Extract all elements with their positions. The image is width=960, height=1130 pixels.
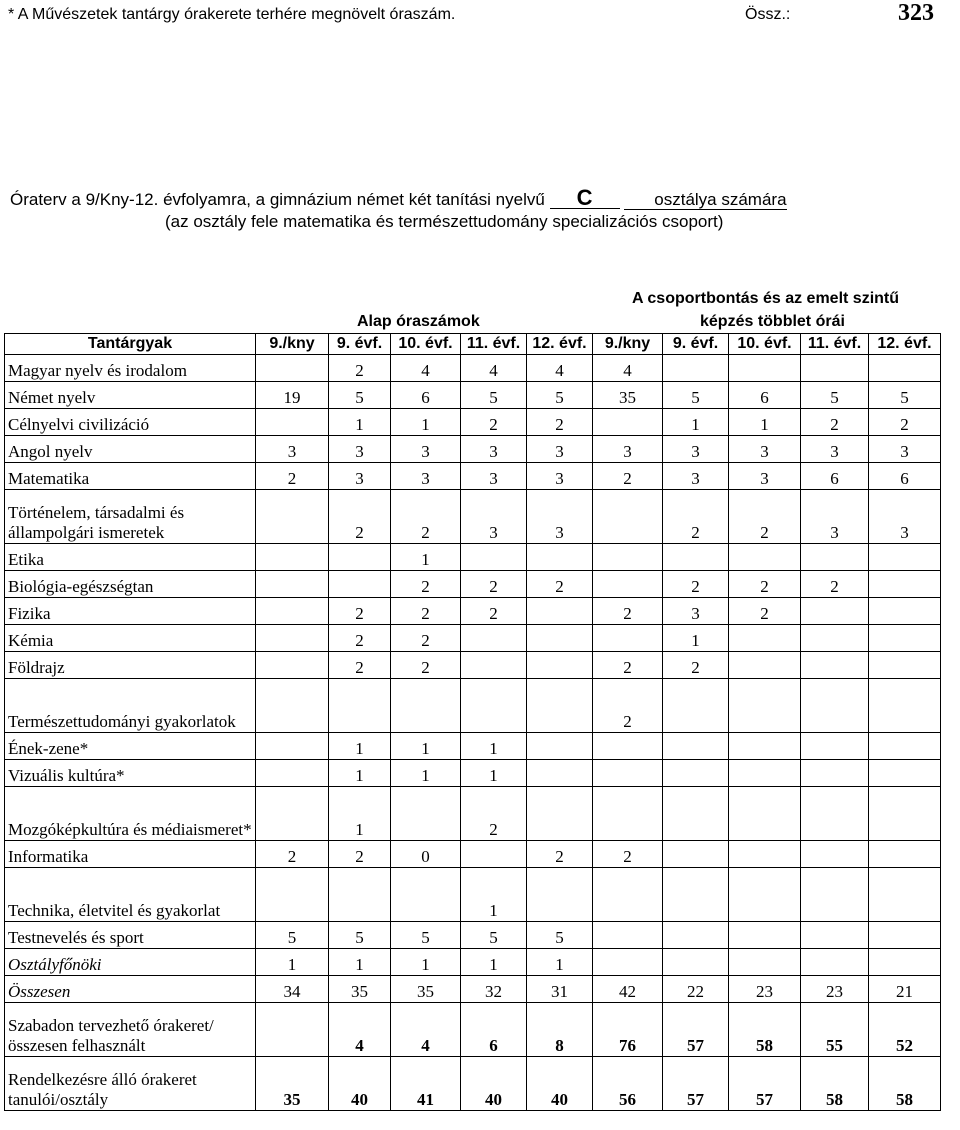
value-cell — [256, 787, 329, 841]
value-cell: 2 — [461, 571, 527, 598]
value-cell: 23 — [801, 976, 869, 1003]
subject-cell: Természettudományi gyakorlatok — [5, 679, 256, 733]
header-cell: 12. évf. — [527, 334, 593, 355]
value-cell — [527, 544, 593, 571]
value-cell: 5 — [329, 922, 391, 949]
value-cell — [461, 625, 527, 652]
table-row — [5, 409, 941, 436]
value-cell — [461, 544, 527, 571]
value-cell: 1 — [391, 949, 461, 976]
value-cell — [256, 760, 329, 787]
subject-cell: Angol nyelv — [5, 436, 256, 463]
value-cell — [869, 544, 941, 571]
value-cell — [801, 544, 869, 571]
subject-cell: Összesen — [5, 976, 256, 1003]
value-cell — [801, 787, 869, 841]
title-text: Óraterv a 9/Kny-12. évfolyamra, a gimnázium német két tanítási nyelvű — [10, 190, 545, 209]
value-cell: 1 — [461, 949, 527, 976]
value-cell — [527, 868, 593, 922]
value-cell — [663, 544, 729, 571]
value-cell — [527, 652, 593, 679]
value-cell: 2 — [329, 625, 391, 652]
value-cell — [527, 679, 593, 733]
value-cell: 4 — [391, 355, 461, 382]
value-cell — [527, 598, 593, 625]
subject-cell: Vizuális kultúra* — [5, 760, 256, 787]
table-row — [5, 1057, 941, 1111]
value-cell: 2 — [593, 598, 663, 625]
value-cell: 34 — [256, 976, 329, 1003]
value-cell: 76 — [593, 1003, 663, 1057]
value-cell — [256, 598, 329, 625]
value-cell — [256, 571, 329, 598]
value-cell — [256, 868, 329, 922]
header-cell: 11. évf. — [801, 334, 869, 355]
header-cell: 9. évf. — [329, 334, 391, 355]
subject-cell: Biológia-egészségtan — [5, 571, 256, 598]
value-cell: 2 — [329, 598, 391, 625]
value-cell — [256, 652, 329, 679]
table-row — [5, 787, 941, 841]
value-cell — [729, 625, 801, 652]
value-cell: 2 — [461, 787, 527, 841]
table-row — [5, 355, 941, 382]
value-cell: 2 — [869, 409, 941, 436]
value-cell — [527, 760, 593, 787]
value-cell: 2 — [329, 355, 391, 382]
value-cell — [663, 733, 729, 760]
value-cell: 3 — [527, 463, 593, 490]
value-cell: 1 — [461, 733, 527, 760]
value-cell — [729, 652, 801, 679]
value-cell: 1 — [391, 733, 461, 760]
value-cell: 40 — [329, 1057, 391, 1111]
value-cell: 3 — [329, 436, 391, 463]
value-cell — [593, 544, 663, 571]
table-row — [5, 1003, 941, 1057]
table-row — [5, 544, 941, 571]
value-cell — [729, 841, 801, 868]
value-cell — [593, 868, 663, 922]
value-cell — [801, 598, 869, 625]
value-cell: 1 — [461, 868, 527, 922]
subject-cell: Német nyelv — [5, 382, 256, 409]
value-cell — [801, 625, 869, 652]
value-cell — [593, 409, 663, 436]
table-row — [5, 598, 941, 625]
value-cell: 3 — [593, 436, 663, 463]
value-cell: 3 — [729, 463, 801, 490]
value-cell: 52 — [869, 1003, 941, 1057]
value-cell — [256, 1003, 329, 1057]
value-cell: 2 — [729, 598, 801, 625]
table-row — [5, 976, 941, 1003]
value-cell: 6 — [801, 463, 869, 490]
value-cell — [869, 868, 941, 922]
value-cell: 2 — [593, 652, 663, 679]
value-cell — [869, 733, 941, 760]
value-cell: 3 — [663, 463, 729, 490]
value-cell — [527, 625, 593, 652]
value-cell: 3 — [461, 436, 527, 463]
value-cell: 2 — [391, 571, 461, 598]
header-cell: 11. évf. — [461, 334, 527, 355]
value-cell — [663, 355, 729, 382]
header-cell: 10. évf. — [391, 334, 461, 355]
value-cell: 2 — [461, 598, 527, 625]
subject-cell: Célnyelvi civilizáció — [5, 409, 256, 436]
value-cell: 1 — [329, 787, 391, 841]
value-cell — [593, 760, 663, 787]
value-cell: 2 — [593, 679, 663, 733]
value-cell: 2 — [593, 463, 663, 490]
value-cell — [391, 679, 461, 733]
table-row — [5, 436, 941, 463]
value-cell: 2 — [329, 652, 391, 679]
value-cell — [329, 544, 391, 571]
value-cell: 1 — [329, 733, 391, 760]
value-cell — [729, 949, 801, 976]
table-row — [5, 841, 941, 868]
value-cell: 35 — [593, 382, 663, 409]
value-cell — [663, 868, 729, 922]
value-cell: 2 — [801, 571, 869, 598]
group-alap: Alap óraszámok — [357, 313, 480, 330]
table-row — [5, 922, 941, 949]
value-cell — [869, 679, 941, 733]
value-cell: 6 — [869, 463, 941, 490]
value-cell — [256, 679, 329, 733]
value-cell: 35 — [329, 976, 391, 1003]
table-row — [5, 571, 941, 598]
value-cell: 3 — [869, 490, 941, 544]
table-row — [5, 733, 941, 760]
value-cell — [663, 787, 729, 841]
value-cell — [391, 868, 461, 922]
table-row — [5, 382, 941, 409]
value-cell — [461, 679, 527, 733]
value-cell — [663, 760, 729, 787]
value-cell: 3 — [801, 436, 869, 463]
value-cell: 3 — [461, 463, 527, 490]
value-cell: 1 — [663, 625, 729, 652]
value-cell: 2 — [256, 841, 329, 868]
value-cell: 57 — [663, 1003, 729, 1057]
value-cell — [256, 355, 329, 382]
value-cell: 3 — [729, 436, 801, 463]
value-cell: 40 — [527, 1057, 593, 1111]
value-cell — [729, 679, 801, 733]
value-cell: 1 — [329, 409, 391, 436]
value-cell: 21 — [869, 976, 941, 1003]
value-cell — [256, 733, 329, 760]
value-cell: 31 — [527, 976, 593, 1003]
value-cell — [593, 625, 663, 652]
value-cell: 6 — [391, 382, 461, 409]
value-cell — [527, 733, 593, 760]
value-cell: 32 — [461, 976, 527, 1003]
value-cell: 1 — [527, 949, 593, 976]
value-cell — [329, 868, 391, 922]
subject-cell: Osztályfőnöki — [5, 949, 256, 976]
value-cell — [801, 679, 869, 733]
value-cell — [869, 949, 941, 976]
value-cell: 56 — [593, 1057, 663, 1111]
table-row — [5, 868, 941, 922]
value-cell — [593, 490, 663, 544]
value-cell — [801, 355, 869, 382]
value-cell: 35 — [391, 976, 461, 1003]
subject-cell: Ének-zene* — [5, 733, 256, 760]
header-cell: 9. évf. — [663, 334, 729, 355]
value-cell — [801, 868, 869, 922]
subject-cell: Magyar nyelv és irodalom — [5, 355, 256, 382]
value-cell — [801, 841, 869, 868]
value-cell: 0 — [391, 841, 461, 868]
header-cell: 9./kny — [593, 334, 663, 355]
value-cell — [256, 625, 329, 652]
value-cell: 2 — [527, 841, 593, 868]
value-cell: 2 — [461, 409, 527, 436]
value-cell — [869, 652, 941, 679]
title-line2: (az osztály fele matematika és természettudomány specializációs csoport) — [165, 212, 724, 231]
value-cell: 5 — [801, 382, 869, 409]
value-cell — [729, 355, 801, 382]
header-cell: 10. évf. — [729, 334, 801, 355]
header-row — [5, 334, 941, 355]
header-cell: Tantárgyak — [5, 334, 256, 355]
footnote: * A Művészetek tantárgy órakerete terhére megnövelt óraszám. — [8, 6, 456, 23]
value-cell — [593, 922, 663, 949]
value-cell — [869, 598, 941, 625]
value-cell — [869, 571, 941, 598]
subject-cell: Etika — [5, 544, 256, 571]
title-class: C — [550, 188, 620, 209]
subject-cell: Földrajz — [5, 652, 256, 679]
table-row — [5, 490, 941, 544]
value-cell — [729, 868, 801, 922]
value-cell — [593, 787, 663, 841]
value-cell — [869, 625, 941, 652]
value-cell — [869, 922, 941, 949]
ossz-value: 323 — [898, 0, 934, 26]
value-cell: 3 — [391, 436, 461, 463]
value-cell: 3 — [391, 463, 461, 490]
value-cell — [729, 787, 801, 841]
value-cell — [869, 760, 941, 787]
subject-cell: Matematika — [5, 463, 256, 490]
value-cell: 2 — [663, 490, 729, 544]
value-cell — [329, 679, 391, 733]
value-cell: 2 — [729, 571, 801, 598]
table-row — [5, 463, 941, 490]
value-cell: 23 — [729, 976, 801, 1003]
value-cell: 6 — [729, 382, 801, 409]
value-cell: 19 — [256, 382, 329, 409]
value-cell: 5 — [256, 922, 329, 949]
value-cell — [663, 841, 729, 868]
value-cell — [527, 787, 593, 841]
subject-cell: Mozgóképkultúra és médiaismeret* — [5, 787, 256, 841]
value-cell: 4 — [329, 1003, 391, 1057]
value-cell: 2 — [329, 490, 391, 544]
value-cell: 2 — [527, 409, 593, 436]
value-cell — [461, 841, 527, 868]
value-cell: 55 — [801, 1003, 869, 1057]
value-cell: 2 — [527, 571, 593, 598]
value-cell: 58 — [801, 1057, 869, 1111]
value-cell: 41 — [391, 1057, 461, 1111]
value-cell: 2 — [663, 652, 729, 679]
value-cell: 1 — [256, 949, 329, 976]
value-cell: 4 — [461, 355, 527, 382]
value-cell: 57 — [663, 1057, 729, 1111]
value-cell — [801, 652, 869, 679]
value-cell — [801, 949, 869, 976]
value-cell — [461, 652, 527, 679]
value-cell: 5 — [461, 922, 527, 949]
value-cell: 3 — [801, 490, 869, 544]
subject-cell: Rendelkezésre álló órakeret tanulói/osztály — [5, 1057, 256, 1111]
value-cell: 35 — [256, 1057, 329, 1111]
value-cell: 3 — [663, 598, 729, 625]
value-cell — [801, 760, 869, 787]
value-cell — [729, 733, 801, 760]
subject-cell: Testnevelés és sport — [5, 922, 256, 949]
value-cell: 5 — [663, 382, 729, 409]
value-cell — [801, 922, 869, 949]
table-row — [5, 652, 941, 679]
title-line1 — [10, 185, 787, 210]
value-cell: 57 — [729, 1057, 801, 1111]
table-row — [5, 679, 941, 733]
value-cell: 3 — [461, 490, 527, 544]
table-row — [5, 625, 941, 652]
value-cell: 3 — [869, 436, 941, 463]
value-cell: 40 — [461, 1057, 527, 1111]
value-cell: 2 — [256, 463, 329, 490]
value-cell — [729, 922, 801, 949]
value-cell: 1 — [391, 544, 461, 571]
value-cell: 2 — [391, 490, 461, 544]
value-cell — [391, 787, 461, 841]
subject-cell: Informatika — [5, 841, 256, 868]
value-cell — [593, 571, 663, 598]
value-cell — [256, 544, 329, 571]
value-cell — [869, 355, 941, 382]
value-cell: 2 — [329, 841, 391, 868]
value-cell: 3 — [527, 436, 593, 463]
value-cell — [329, 571, 391, 598]
header-cell: 9./kny — [256, 334, 329, 355]
value-cell: 8 — [527, 1003, 593, 1057]
value-cell: 1 — [663, 409, 729, 436]
value-cell — [256, 490, 329, 544]
value-cell: 3 — [527, 490, 593, 544]
value-cell — [663, 922, 729, 949]
curriculum-table — [4, 333, 941, 1111]
value-cell: 1 — [329, 760, 391, 787]
group-extra-line1: A csoportbontás és az emelt szintű — [632, 290, 900, 307]
value-cell: 2 — [391, 598, 461, 625]
value-cell: 4 — [391, 1003, 461, 1057]
value-cell: 1 — [391, 760, 461, 787]
value-cell: 2 — [391, 652, 461, 679]
value-cell — [729, 544, 801, 571]
value-cell: 2 — [729, 490, 801, 544]
value-cell — [801, 733, 869, 760]
value-cell: 58 — [869, 1057, 941, 1111]
value-cell: 2 — [391, 625, 461, 652]
subject-cell: Fizika — [5, 598, 256, 625]
value-cell: 4 — [593, 355, 663, 382]
value-cell: 3 — [663, 436, 729, 463]
subject-cell: Szabadon tervezhető órakeret/összesen felhasznált — [5, 1003, 256, 1057]
value-cell — [663, 949, 729, 976]
value-cell: 5 — [869, 382, 941, 409]
table-row — [5, 760, 941, 787]
value-cell: 42 — [593, 976, 663, 1003]
subject-cell: Kémia — [5, 625, 256, 652]
value-cell: 6 — [461, 1003, 527, 1057]
value-cell: 1 — [391, 409, 461, 436]
table-row — [5, 949, 941, 976]
value-cell: 2 — [593, 841, 663, 868]
value-cell: 4 — [527, 355, 593, 382]
value-cell: 58 — [729, 1003, 801, 1057]
value-cell: 3 — [329, 463, 391, 490]
ossz-label: Össz.: — [745, 6, 791, 23]
value-cell — [663, 679, 729, 733]
value-cell — [869, 787, 941, 841]
value-cell: 3 — [256, 436, 329, 463]
title-end: osztálya számára — [624, 190, 786, 210]
value-cell: 5 — [461, 382, 527, 409]
value-cell: 2 — [801, 409, 869, 436]
value-cell: 5 — [527, 922, 593, 949]
value-cell — [593, 949, 663, 976]
value-cell — [256, 409, 329, 436]
value-cell — [593, 733, 663, 760]
subject-cell: Technika, életvitel és gyakorlat — [5, 868, 256, 922]
header-cell: 12. évf. — [869, 334, 941, 355]
value-cell: 1 — [329, 949, 391, 976]
value-cell: 2 — [663, 571, 729, 598]
value-cell: 5 — [391, 922, 461, 949]
value-cell: 22 — [663, 976, 729, 1003]
subject-cell: Történelem, társadalmi és állampolgári ismeretek — [5, 490, 256, 544]
value-cell: 1 — [461, 760, 527, 787]
value-cell — [869, 841, 941, 868]
value-cell: 1 — [729, 409, 801, 436]
value-cell: 5 — [527, 382, 593, 409]
value-cell — [729, 760, 801, 787]
group-extra-line2: képzés többlet órái — [700, 313, 845, 330]
value-cell: 5 — [329, 382, 391, 409]
